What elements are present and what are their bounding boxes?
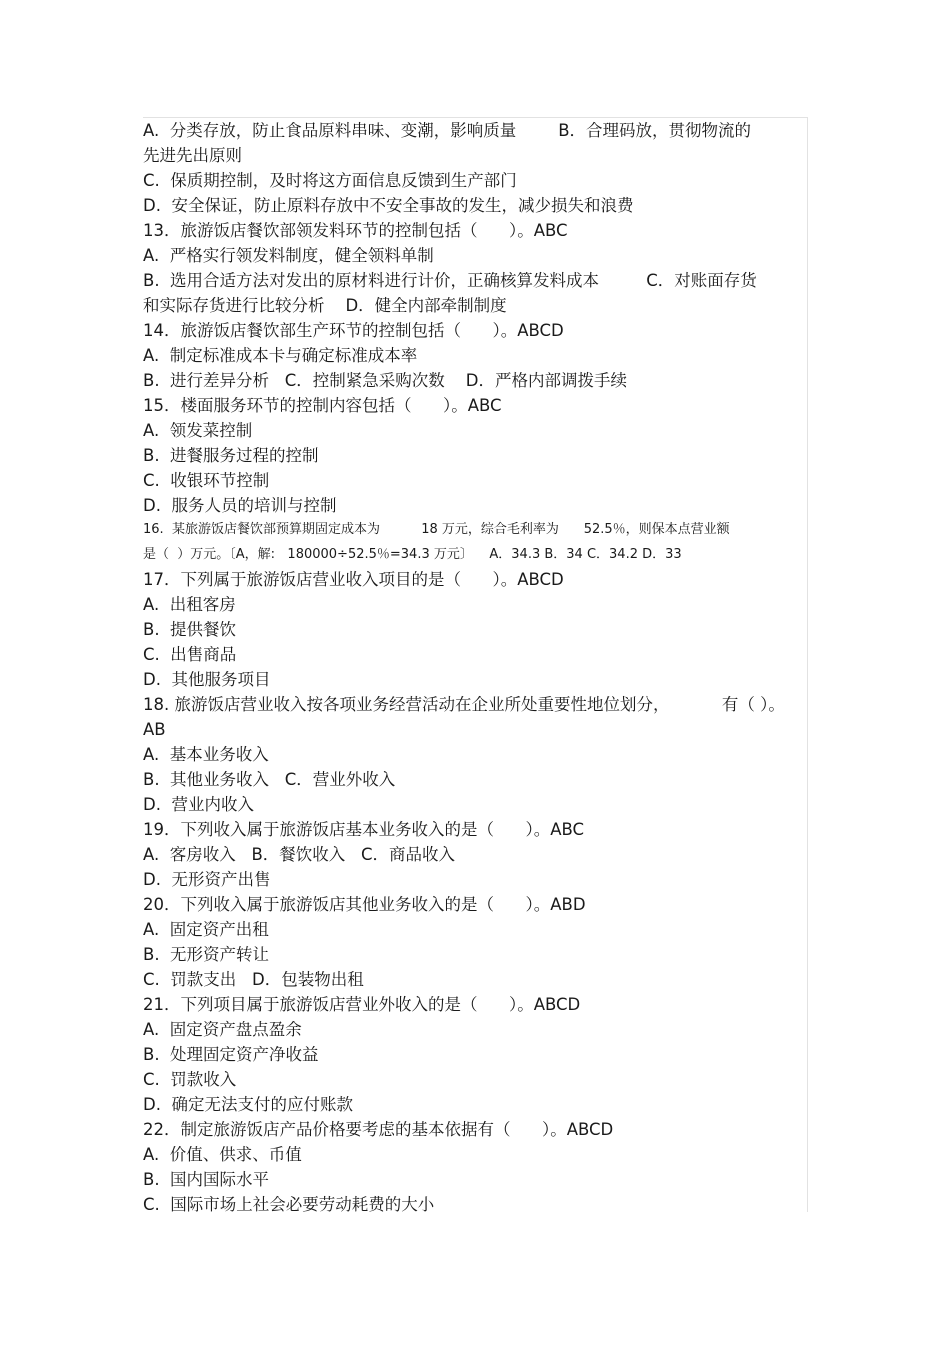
text-line: A. 固定资产盘点盈余 <box>143 1020 302 1039</box>
text-line: C. 罚款收入 <box>143 1070 237 1089</box>
text-line: A. 领发菜控制 <box>143 421 253 440</box>
text-line: 和实际存货进行比较分析 D．健全内部牵制制度 <box>143 296 507 315</box>
text-line: B. 提供餐饮 <box>143 620 237 639</box>
text-line: 17．下列属于旅游饭店营业收入项目的是（ ）。ABCD <box>143 570 564 589</box>
text-line: D. 安全保证，防止原料存放中不安全事故的发生，减少损失和浪费 <box>143 196 634 215</box>
text-line: B. 其他业务收入 C．营业外收入 <box>143 770 396 789</box>
text-line: A. 客房收入 B．餐饮收入 C．商品收入 <box>143 845 456 864</box>
text-line: A. 价值、供求、币值 <box>143 1145 302 1164</box>
text-line: 19．下列收入属于旅游饭店基本业务收入的是（ ）。ABC <box>143 820 585 839</box>
text-line: B. 选用合适方法对发出的原材料进行计价，正确核算发料成本 C．对账面存货 <box>143 271 757 290</box>
text-line: AB <box>143 720 166 739</box>
text-line: D. 无形资产出售 <box>143 870 271 889</box>
text-line: 21．下列项目属于旅游饭店营业外收入的是（ ）。ABCD <box>143 995 581 1014</box>
document-body <box>143 118 809 1217</box>
text-line: 13．旅游饭店餐饮部领发料环节的控制包括（ ）。ABC <box>143 221 568 240</box>
text-line: D. 营业内收入 <box>143 795 254 814</box>
text-line: B. 进行差异分析 C．控制紧急采购次数 D．严格内部调拨手续 <box>143 371 627 390</box>
text-line: B. 处理固定资产净收益 <box>143 1045 319 1064</box>
text-line: 22．制定旅游饭店产品价格要考虑的基本依据有（ ）。ABCD <box>143 1120 614 1139</box>
text-line: B. 国内国际水平 <box>143 1170 270 1189</box>
text-line: A. 出租客房 <box>143 595 236 614</box>
text-line: D. 服务人员的培训与控制 <box>143 496 337 515</box>
text-line: C. 国际市场上社会必要劳动耗费的大小 <box>143 1195 435 1214</box>
text-line: 15．楼面服务环节的控制内容包括（ ）。ABC <box>143 396 502 415</box>
text-line: D. 其他服务项目 <box>143 670 271 689</box>
text-line: A. 固定资产出租 <box>143 920 269 939</box>
text-line: A. 基本业务收入 <box>143 745 269 764</box>
text-line: A. 分类存放，防止食品原料串味、变潮，影响质量 B．合理码放，贯彻物流的 <box>143 121 752 140</box>
text-line: B. 进餐服务过程的控制 <box>143 446 319 465</box>
text-line: 先进先出原则 <box>143 146 242 165</box>
text-line: C. 保质期控制，及时将这方面信息反馈到生产部门 <box>143 171 517 190</box>
text-line: D. 确定无法支付的应付账款 <box>143 1095 353 1114</box>
text-line: 20．下列收入属于旅游饭店其他业务收入的是（ ）。ABD <box>143 895 586 914</box>
text-line: 14．旅游饭店餐饮部生产环节的控制包括（ ）。ABCD <box>143 321 564 340</box>
text-line: C. 出售商品 <box>143 645 237 664</box>
text-line: A. 严格实行领发料制度，健全领料单制 <box>143 246 434 265</box>
text-line: 是（ ）万元。〔A，解: 180000÷52.5％=34.3 万元〕 A．34.3 B．34 C．34.2 D．33 <box>143 546 682 562</box>
text-line: B. 无形资产转让 <box>143 945 270 964</box>
text-line: C. 收银环节控制 <box>143 471 270 490</box>
text-line: 16. 某旅游饭店餐饮部预算期固定成本为 18 万元，综合毛利率为 52.5％，则保本点营业额 <box>143 522 730 537</box>
text-line: 18. 旅游饭店营业收入按各项业务经营活动在企业所处重要性地位划分， 有（ ）。 <box>143 695 785 714</box>
text-line: C. 罚款支出 D．包装物出租 <box>143 970 364 989</box>
text-line: A. 制定标准成本卡与确定标准成本率 <box>143 346 418 365</box>
